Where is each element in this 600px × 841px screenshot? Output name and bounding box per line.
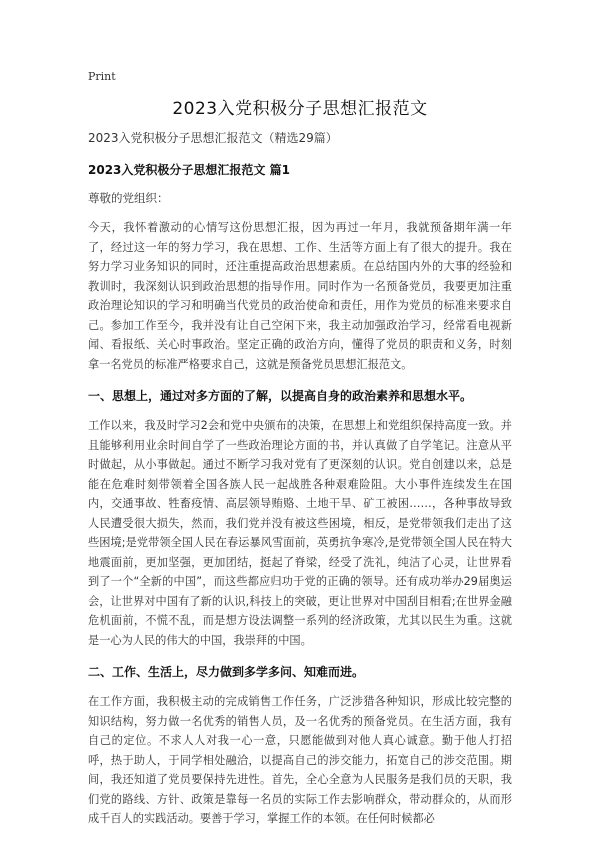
paragraph-work-life: 在工作方面，我积极主动的完成销售工作任务，广泛涉猎各种知识，形成比较完整的知识结构，努力做一名优秀的销售人员，及一名优秀的预备党员。在生活方面，我有自己的定位。不求人人对我一心一意，只愿能做到对他人真心诚意。勤于他人打招呼，热于助人，于同学相处融洽，以提高自己的涉交能力，拓宽自己的涉交范围。期间，我还知道了党员要保持先进性。首先，全心全意为人民服务是我们员的天职，我们党的路线、方针、政策是靠每一名员的实际工作去影响群众，带动群众的，从而形成千百人的实践活动。要善于学习，掌握工作的本领。在任何时候都必 bbox=[88, 695, 512, 825]
print-link[interactable]: Print bbox=[88, 70, 116, 83]
subheading-thought: 一、思想上，通过对多方面的了解，以提高自身的政治素养和思想水平。 bbox=[88, 389, 473, 403]
document-title: 2023入党积极分子思想汇报范文 bbox=[172, 99, 428, 119]
section-heading: 2023入党积极分子思想汇报范文 篇1 bbox=[88, 163, 290, 177]
paragraph-intro: 今天，我怀着激动的心情写这份思想汇报，因为再过一年月，我就预备期年满一年了，经过这一年的努力学习，我在思想、工作、生活等方面上有了很大的提升。我在努力学习业务知识的同时，还注重提高政治思想素质。在总结国内外的大事的经验和教训时，我深刻认识到政治思想的指导作用。同时作为一名预备党员，我要更加注重政治理论知识的学习和明确当代党员的政治使命和责任，用作为党员的标准来要求自己。参加工作至今，我并没有让自己空闲下来，我主动加强政治学习，经常看电视新闻、看报纸、关心时事政治。坚定正确的政治方向，懂得了党员的职责和义务，时刻拿一名党员的标准严格要求自己，这就是预备党员思想汇报范文。 bbox=[88, 221, 512, 371]
paragraph-thought: 工作以来，我及时学习2会和党中央颁布的决策，在思想上和党组织保持高度一致。并且能够利用业余时间自学了一些政治理论方面的书，并认真做了自学笔记。注意从平时做起，从小事做起。通过不断学习我对党有了更深刻的认识。党自创建以来，总是能在危难时刻带领着全国各族人民一起战胜各种艰难险阻。大小事件连续发生在国内，交通事故、牲畜疫情、高层领导贿赂、土地干旱、矿工被困……，各种事故导致人民遭受很大损失，然而，我们党并没有被这些困境，相反，是党带领我们走出了这些困境;是党带领全国人民在春运暴风雪面前，英勇抗争寒冷,是党带领全国人民在特大地震面前，更加坚强，更加团结，挺起了脊梁，经受了洗礼，纯洁了心灵，让世界看到了一个“全新的中国”，而这些都应归功于党的正确的领导。还有成功举办29届奥运会，让世界对中国有了新的认识,科技上的突破，更让世界对中国刮目相看;在世界金融危机面前，不慌不乱，而是想方设法调整一系列的经济政策，尤其以民生为重。这就是一心为人民的伟大的中国，我崇拜的中国。 bbox=[88, 419, 512, 647]
document-body bbox=[88, 128, 512, 841]
subheading-work-life: 二、工作、生活上，尽力做到多学多问、知难而进。 bbox=[88, 665, 365, 679]
salutation: 尊敬的党组织： bbox=[88, 191, 169, 205]
document-subtitle: 2023入党积极分子思想汇报范文（精选29篇） bbox=[88, 131, 338, 145]
